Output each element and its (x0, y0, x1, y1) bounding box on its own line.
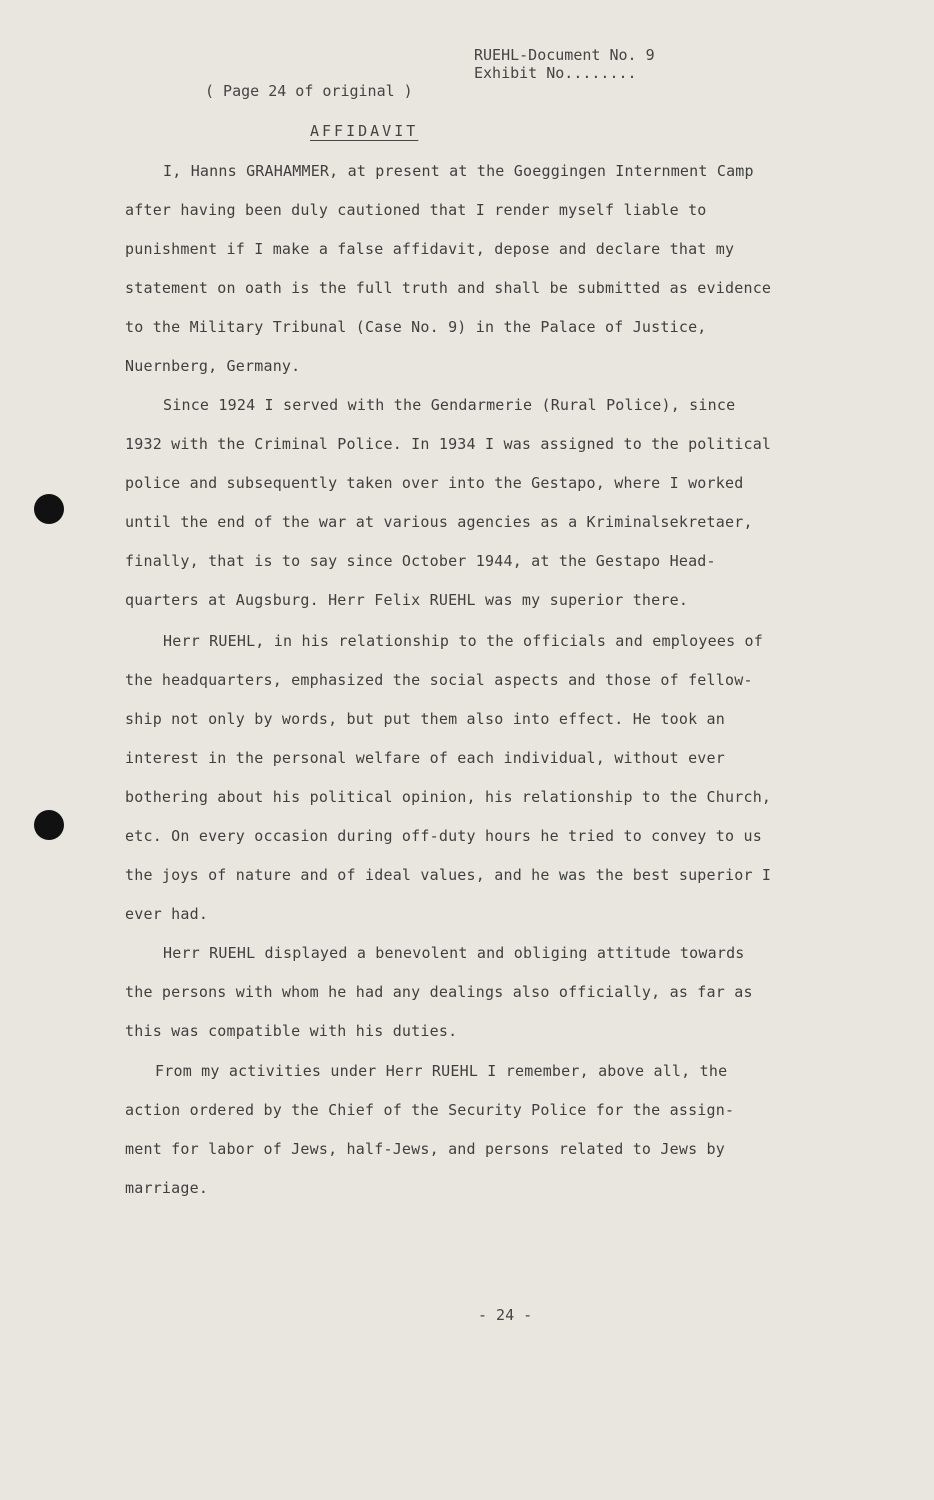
document-title: AFFIDAVIT (310, 122, 419, 140)
punch-hole (34, 494, 64, 524)
body-line: ever had. (125, 905, 209, 923)
body-line: action ordered by the Chief of the Security Police for the assign- (125, 1101, 735, 1119)
body-line: the headquarters, emphasized the social aspects and those of fellow- (125, 671, 753, 689)
body-line: quarters at Augsburg. Herr Felix RUEHL was my superior there. (125, 591, 689, 609)
body-line: finally, that is to say since October 1944, at the Gestapo Head- (125, 552, 716, 570)
body-line: bothering about his political opinion, his relationship to the Church, (125, 788, 772, 806)
body-line: Nuernberg, Germany. (125, 357, 301, 375)
page-number: - 24 - (478, 1306, 533, 1324)
document-number: RUEHL-Document No. 9 (474, 46, 655, 64)
punch-hole (34, 810, 64, 840)
body-line: ment for labor of Jews, half-Jews, and persons related to Jews by (125, 1140, 725, 1158)
body-line: etc. On every occasion during off-duty hours he tried to convey to us (125, 827, 762, 845)
body-line: the joys of nature and of ideal values, and he was the best superior I (125, 866, 772, 884)
body-line: I, Hanns GRAHAMMER, at present at the Goeggingen Internment Camp (163, 162, 754, 180)
body-line: to the Military Tribunal (Case No. 9) in the Palace of Justice, (125, 318, 707, 336)
body-line: 1932 with the Criminal Police. In 1934 I was assigned to the political (125, 435, 772, 453)
body-line: interest in the personal welfare of each individual, without ever (125, 749, 725, 767)
page-reference: ( Page 24 of original ) (205, 82, 413, 100)
body-line: police and subsequently taken over into the Gestapo, where I worked (125, 474, 744, 492)
body-line: statement on oath is the full truth and shall be submitted as evidence (125, 279, 772, 297)
body-line: ship not only by words, but put them also into effect. He took an (125, 710, 725, 728)
body-line: until the end of the war at various agencies as a Kriminalsekretaer, (125, 513, 753, 531)
body-line: Herr RUEHL, in his relationship to the officials and employees of (163, 632, 763, 650)
body-line: marriage. (125, 1179, 209, 1197)
body-line: after having been duly cautioned that I render myself liable to (125, 201, 707, 219)
exhibit-number: Exhibit No........ (474, 64, 637, 82)
body-line: punishment if I make a false affidavit, depose and declare that my (125, 240, 735, 258)
body-line: Since 1924 I served with the Gendarmerie (Rural Police), since (163, 396, 736, 414)
body-line: From my activities under Herr RUEHL I remember, above all, the (155, 1062, 728, 1080)
body-line: Herr RUEHL displayed a benevolent and obliging attitude towards (163, 944, 745, 962)
body-line: this was compatible with his duties. (125, 1022, 458, 1040)
body-line: the persons with whom he had any dealings also officially, as far as (125, 983, 753, 1001)
